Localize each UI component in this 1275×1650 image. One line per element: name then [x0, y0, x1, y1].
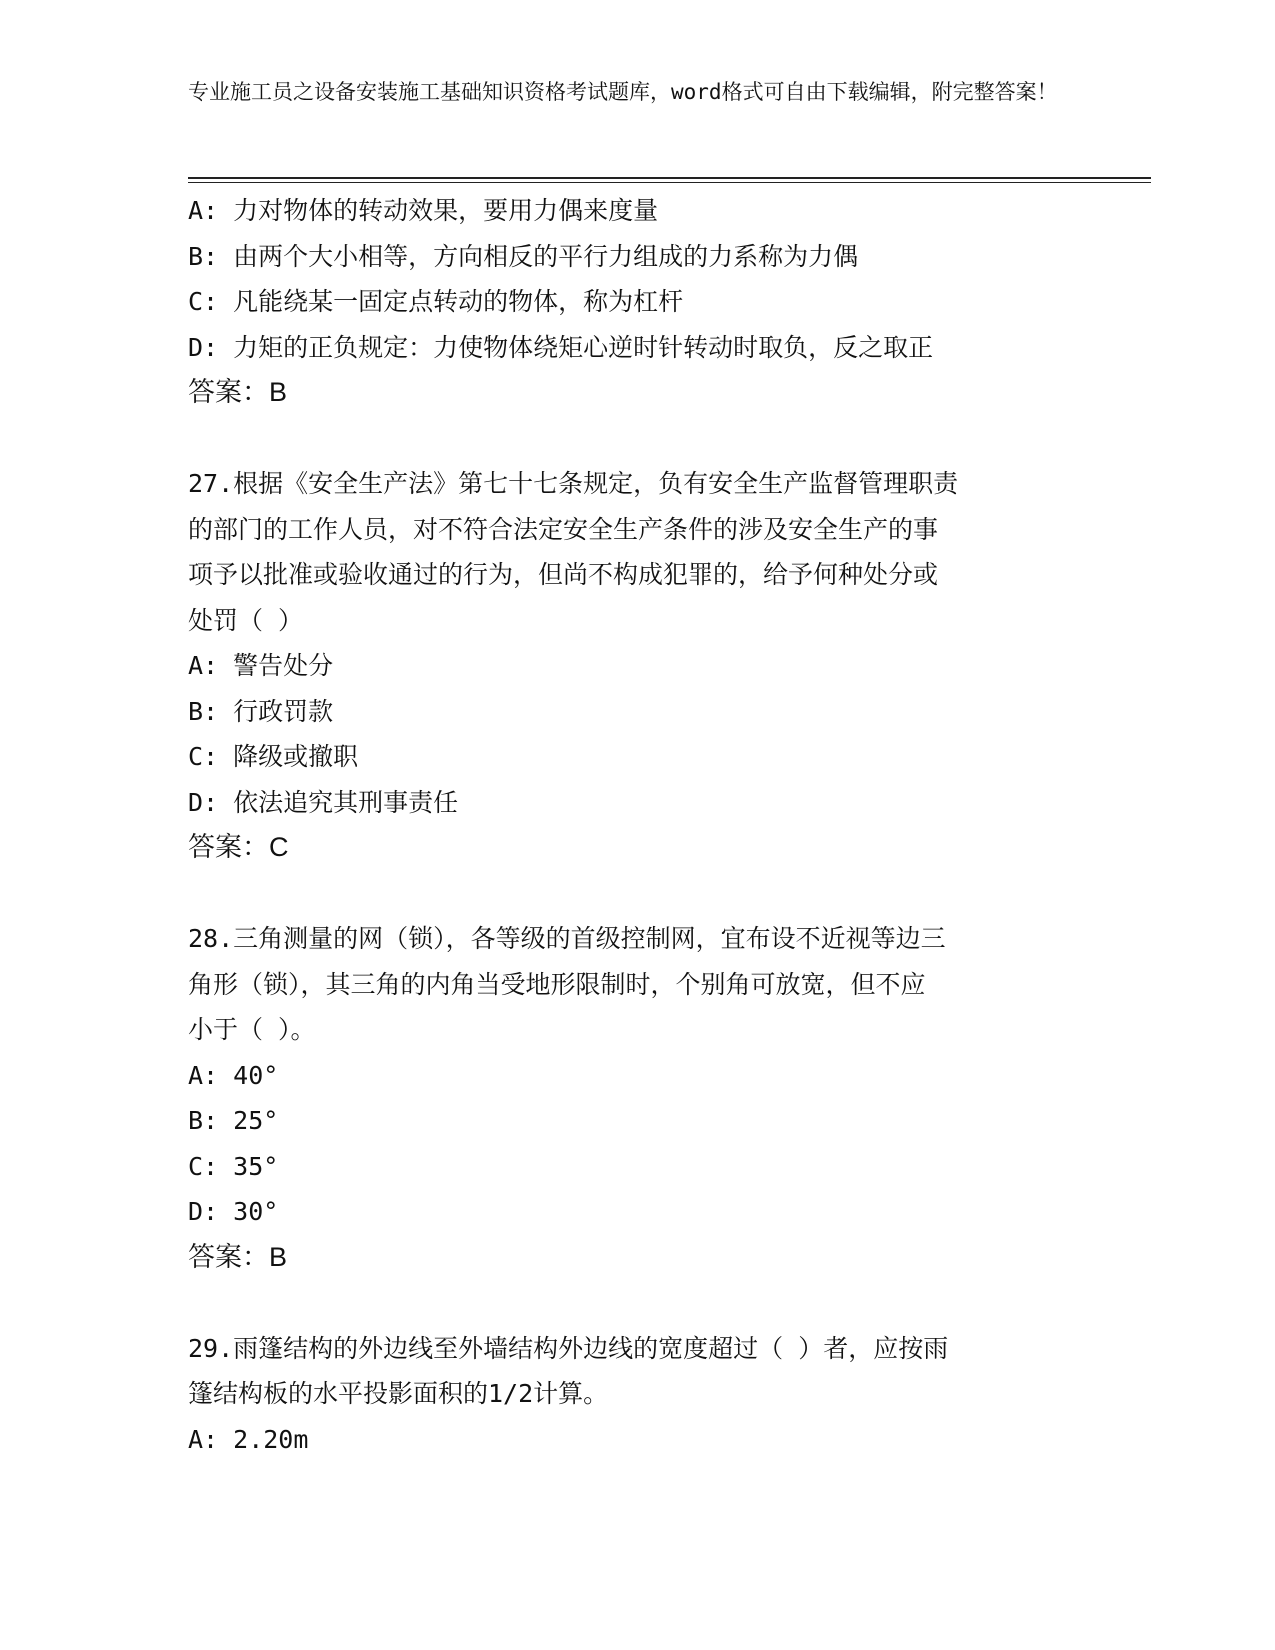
question-text-line: 角形（锁），其三角的内角当受地形限制时，个别角可放宽，但不应 [188, 969, 926, 999]
option-a: A: 力对物体的转动效果，要用力偶来度量 [188, 196, 659, 225]
question-29 [188, 1326, 1088, 1463]
option-c: C: 35° [188, 1151, 279, 1181]
option-d: D: 力矩的正负规定：力使物体绕矩心逆时针转动时取负，反之取正 [188, 332, 934, 362]
option-a: A: 40° [188, 1060, 279, 1090]
answer-line: 答案：B [188, 1241, 288, 1272]
answer-line: 答案：C [188, 832, 289, 862]
spacer [188, 871, 1088, 917]
option-a: A: 警告处分 [188, 651, 334, 680]
question-27 [188, 461, 1088, 871]
spacer [188, 416, 1088, 462]
question-text-line: 项予以批准或验收通过的行为，但尚不构成犯罪的，给予何种处分或 [188, 560, 939, 589]
document-header: 专业施工员之设备安装施工基础知识资格考试题库，word格式可自由下载编辑，附完整答案！ [188, 80, 1058, 104]
question-text-line: 27.根据《安全生产法》第七十七条规定，负有安全生产监督管理职责 [188, 469, 959, 498]
question-text-line: 29.雨篷结构的外边线至外墙结构外边线的宽度超过（ ）者，应按雨 [188, 1333, 949, 1363]
option-d: D: 依法追究其刑事责任 [188, 787, 459, 817]
option-b: B: 行政罚款 [188, 696, 334, 726]
option-b: B: 由两个大小相等，方向相反的平行力组成的力系称为力偶 [188, 241, 859, 271]
question-text-line: 的部门的工作人员，对不符合法定安全生产条件的涉及安全生产的事 [188, 514, 939, 544]
question-text-line: 篷结构板的水平投影面积的1/2计算。 [188, 1379, 609, 1408]
header-rule-thick [188, 177, 1151, 179]
option-c: C: 降级或撤职 [188, 742, 359, 771]
question-28 [188, 916, 1088, 1280]
header-rule-thin [188, 182, 1151, 183]
question-text-line: 处罚（ ） [188, 605, 304, 635]
option-b: B: 25° [188, 1106, 279, 1135]
question-26 [188, 188, 1088, 416]
document-body [188, 188, 1088, 1462]
question-text-line: 28.三角测量的网（锁），各等级的首级控制网，宜布设不近视等边三 [188, 924, 946, 953]
option-c: C: 凡能绕某一固定点转动的物体，称为杠杆 [188, 287, 684, 316]
option-d: D: 30° [188, 1197, 279, 1226]
spacer [188, 1280, 1088, 1326]
question-text-line: 小于（ ）。 [188, 1015, 316, 1044]
answer-line: 答案：B [188, 377, 288, 407]
option-a: A: 2.20m [188, 1424, 309, 1454]
